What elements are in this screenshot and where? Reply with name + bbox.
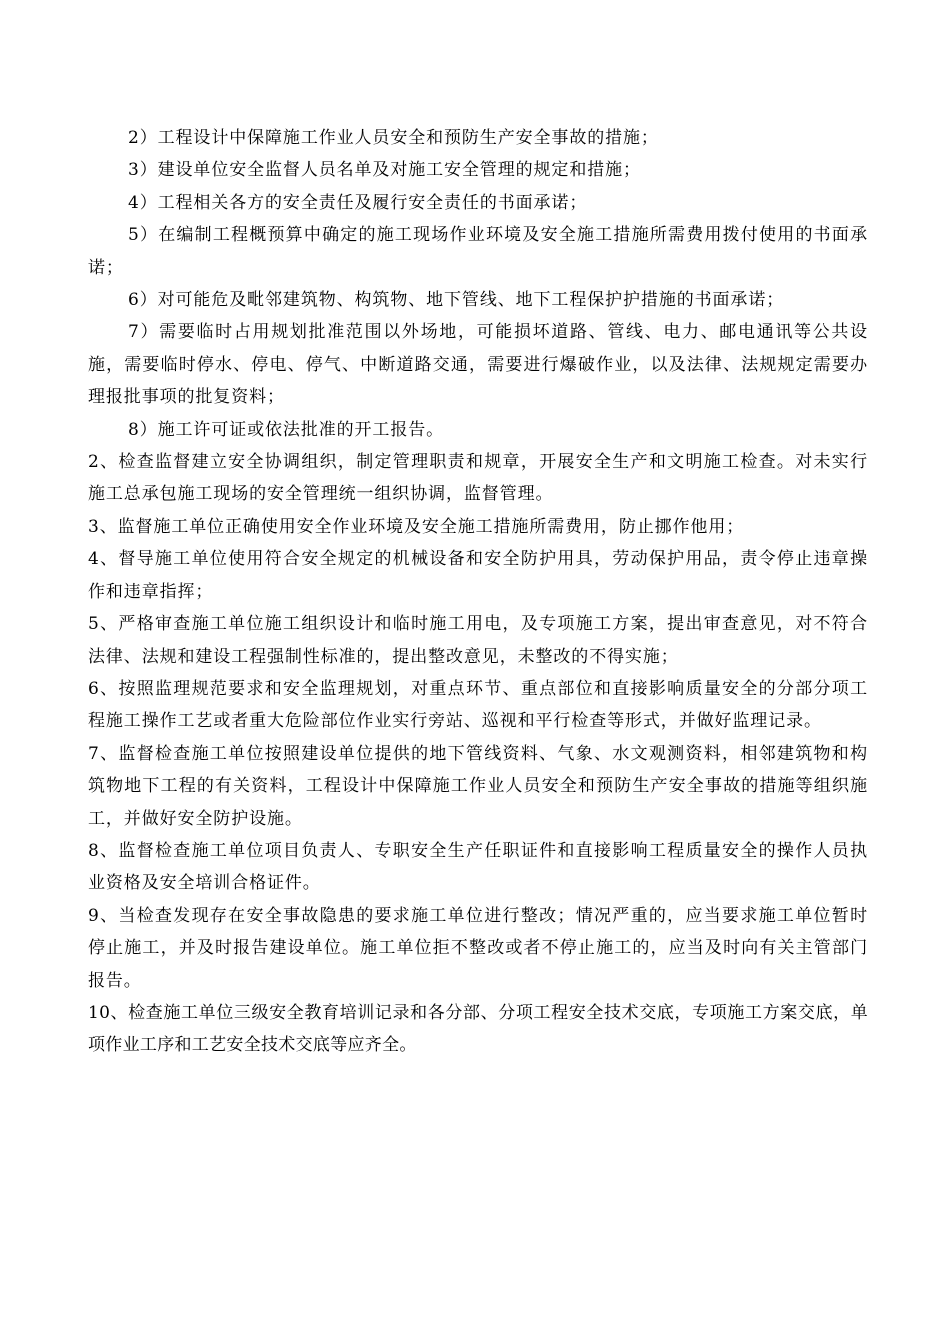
paragraph-item-4: 4、督导施工单位使用符合安全规定的机械设备和安全防护用具，劳动保护用品，责令停止违章操作和违章指挥；: [88, 549, 868, 602]
paragraph-sub-item-6: 6）对可能危及毗邻建筑物、构筑物、地下管线、地下工程保护护措施的书面承诺；: [128, 290, 785, 311]
paragraph-sub-item-5: 5）在编制工程概预算中确定的施工现场作业环境及安全施工措施所需费用拨付使用的书面承诺；: [88, 225, 868, 278]
paragraph-item-3: 3、监督施工单位正确使用安全作业环境及安全施工措施所需费用，防止挪作他用；: [88, 516, 745, 537]
paragraph-item-6: 6、按照监理规范要求和安全监理规划，对重点环节、重点部位和直接影响质量安全的分部分项工程施工操作工艺或者重大危险部位作业实行旁站、巡视和平行检查等形式，并做好监理记录。: [88, 678, 868, 732]
paragraph-sub-item-4: 4）工程相关各方的安全责任及履行安全责任的书面承诺；: [128, 192, 588, 213]
paragraph-item-5: 5、严格审查施工单位施工组织设计和临时施工用电，及专项施工方案，提出审查意见，对不符合法律、法规和建设工程强制性标准的，提出整改意见，未整改的不得实施；: [88, 614, 868, 667]
paragraph-sub-item-8: 8）施工许可证或依法批准的开工报告。: [128, 419, 445, 440]
paragraph-sub-item-3: 3）建设单位安全监督人员名单及对施工安全管理的规定和措施；: [128, 160, 641, 181]
paragraph-sub-item-2: 2）工程设计中保障施工作业人员安全和预防生产安全事故的措施；: [128, 128, 659, 148]
paragraph-sub-item-7: 7）需要临时占用规划批准范围以外场地，可能损坏道路、管线、电力、邮电通讯等公共设施，需要临时停水、停电、停气、中断道路交通，需要进行爆破作业，以及法律、法规规定需要办理报批事项的批复资料；: [88, 322, 868, 408]
paragraph-item-10: 10、检查施工单位三级安全教育培训记录和各分部、分项工程安全技术交底，专项施工方案交底，单项作业工序和工艺安全技术交底等应齐全。: [88, 1002, 868, 1056]
paragraph-item-8: 8、监督检查施工单位项目负责人、专职安全生产任职证件和直接影响工程质量安全的操作人员执业资格及安全培训合格证件。: [88, 840, 868, 894]
paragraph-item-9: 9、当检查发现存在安全事故隐患的要求施工单位进行整改；情况严重的，应当要求施工单位暂时停止施工，并及时报告建设单位。施工单位拒不整改或者不停止施工的，应当及时向有关主管部门报告。: [88, 905, 868, 991]
paragraph-item-2: 2、检查监督建立安全协调组织，制定管理职责和规章，开展安全生产和文明施工检查。对未实行施工总承包施工现场的安全管理统一组织协调，监督管理。: [88, 452, 868, 505]
document-body: [88, 122, 868, 1062]
paragraph-item-7: 7、监督检查施工单位按照建设单位提供的地下管线资料、气象、水文观测资料，相邻建筑物和构筑物地下工程的有关资料，工程设计中保障施工作业人员安全和预防生产安全事故的措施等组织施工，并做好安全防护设施。: [88, 743, 868, 829]
